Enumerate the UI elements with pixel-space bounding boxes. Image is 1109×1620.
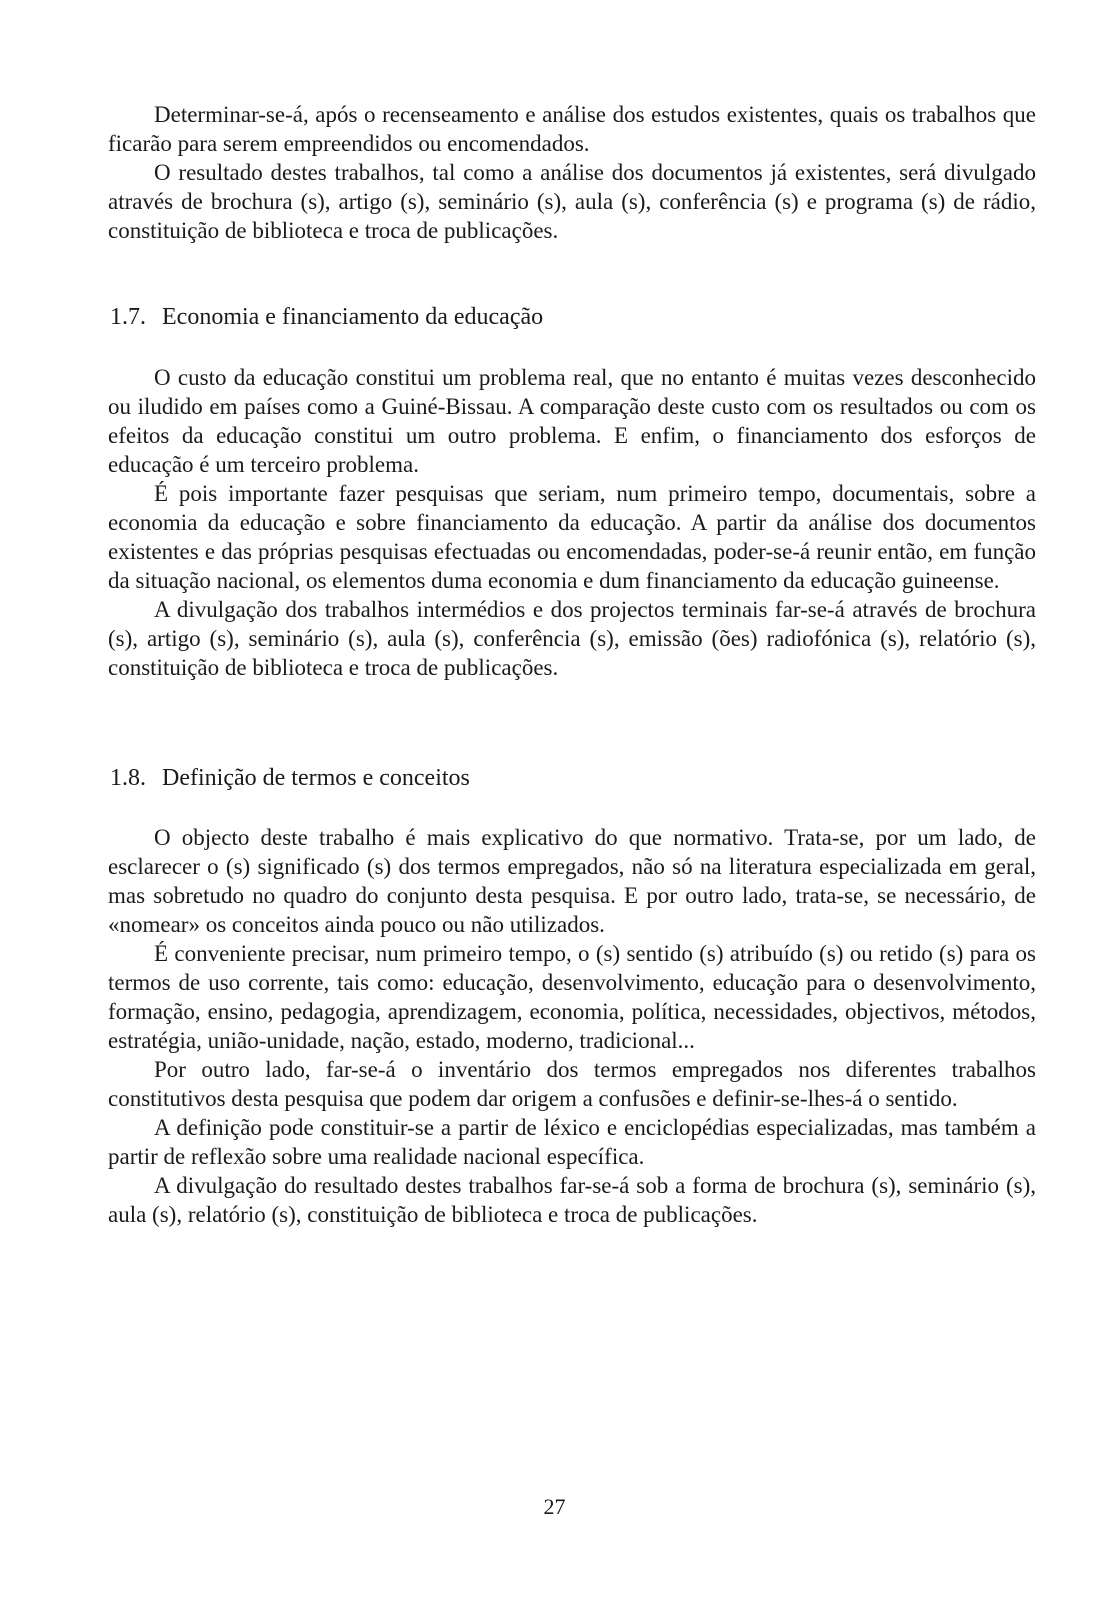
page-number: 27 [543,1494,566,1519]
section-1-8-body [108,823,1036,1229]
section-number: 1.7. [110,304,146,330]
paragraph: É pois importante fazer pesquisas que seriam, num primeiro tempo, documentais, sobre a economia da educação e sobre financiamento da educação. A partir da análise dos documentos existentes e das próprias pesquisas efectuadas ou encomendadas, poder-se-á reunir então, em função da situação nacional, os elementos duma economia e dum financiamento da educação guineense. [108,481,1036,593]
paragraph: A divulgação do resultado destes trabalhos far-se-á sob a forma de brochura (s), seminário (s), aula (s), relatório (s), constituição de biblioteca e troca de publicações. [108,1173,1036,1227]
paragraph: O resultado destes trabalhos, tal como a análise dos documentos já existentes, será divulgado através de brochura (s), artigo (s), seminário (s), aula (s), conferência (s) e programa (s) de rádio, constituição de biblioteca e troca de publicações. [108,160,1036,243]
section-1-7-body [108,363,1036,682]
section-heading-1-7 [110,302,543,332]
paragraph: É conveniente precisar, num primeiro tempo, o (s) sentido (s) atribuído (s) ou retido (s) para os termos de uso corrente, tais como: educação, desenvolvimento, educação para o desenvolvimento, formação, ensino, pedagogia, aprendizagem, economia, política, necessidades, objectivos, métodos, estratégia, união-unidade, nação, estado, moderno, tradicional... [108,941,1036,1053]
paragraph: A divulgação dos trabalhos intermédios e dos projectos terminais far-se-á através de brochura (s), artigo (s), seminário (s), aula (s), conferência (s), emissão (ões) radiofónica (s), relatório (s), constituição de biblioteca e troca de publicações. [108,597,1036,680]
paragraph: O objecto deste trabalho é mais explicativo do que normativo. Trata-se, por um lado, de esclarecer o (s) significado (s) dos termos empregados, não só na literatura especializada em geral, mas sobretudo no quadro do conjunto desta pesquisa. E por outro lado, trata-se, se necessário, de «nomear» os conceitos ainda pouco ou não utilizados. [108,825,1036,937]
paragraph: O custo da educação constitui um problema real, que no entanto é muitas vezes desconhecido ou iludido em países como a Guiné-Bissau. A comparação deste custo com os resultados ou com os efeitos da educação constitui um outro problema. E enfim, o financiamento dos esforços de educação é um terceiro problema. [108,365,1036,477]
paragraph: Por outro lado, far-se-á o inventário dos termos empregados nos diferentes trabalhos constitutivos desta pesquisa que podem dar origem a confusões e definir-se-lhes-á o sentido. [108,1057,1036,1111]
section-title: Definição de termos e conceitos [162,765,470,791]
paragraph: Determinar-se-á, após o recenseamento e análise dos estudos existentes, quais os trabalhos que ficarão para serem empreendidos ou encomendados. [108,102,1036,156]
section-title: Economia e financiamento da educação [162,304,544,330]
paragraph: A definição pode constituir-se a partir de léxico e enciclopédias especializadas, mas também a partir de reflexão sobre uma realidade nacional específica. [108,1115,1036,1169]
section-number: 1.8. [110,765,146,791]
section-heading-1-8 [110,763,470,793]
intro-text-block [108,100,1036,245]
